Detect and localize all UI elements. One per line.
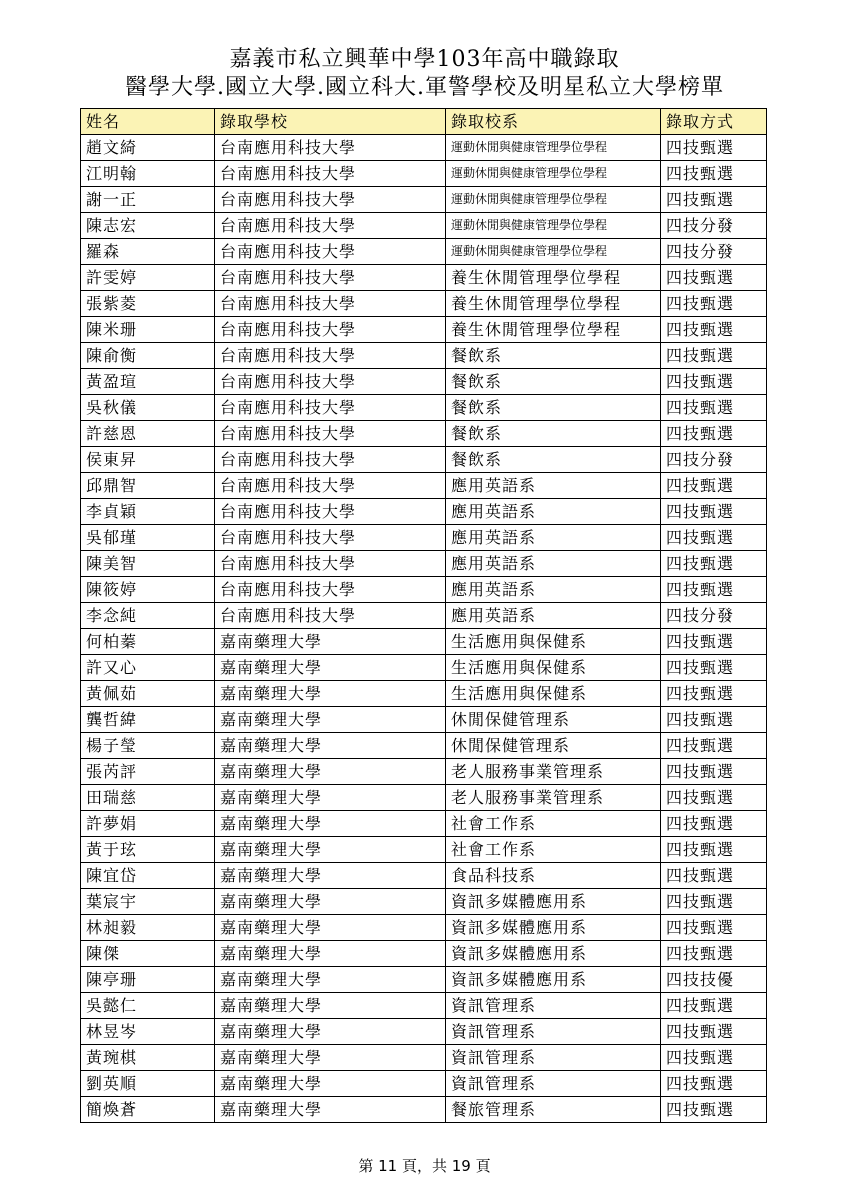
department-name: 資訊多媒體應用系 [446, 889, 661, 915]
admission-method: 四技甄選 [661, 1045, 767, 1071]
school-name: 嘉南藥理大學 [215, 1019, 446, 1045]
student-name: 許雯婷 [81, 265, 215, 291]
school-name: 嘉南藥理大學 [215, 681, 446, 707]
department-name: 資訊多媒體應用系 [446, 967, 661, 993]
admission-method: 四技甄選 [661, 161, 767, 187]
school-name: 台南應用科技大學 [215, 291, 446, 317]
department-name: 應用英語系 [446, 525, 661, 551]
table-row [81, 629, 767, 655]
department-name: 運動休閒與健康管理學位學程 [446, 213, 661, 239]
department-name: 養生休閒管理學位學程 [446, 291, 661, 317]
student-name: 黃盈瑄 [81, 369, 215, 395]
admission-method: 四技甄選 [661, 499, 767, 525]
department-name: 資訊管理系 [446, 1045, 661, 1071]
table-row [81, 655, 767, 681]
admission-method: 四技甄選 [661, 811, 767, 837]
student-name: 黃于玹 [81, 837, 215, 863]
student-name: 陳亭珊 [81, 967, 215, 993]
admission-method: 四技甄選 [661, 681, 767, 707]
document-subtitle: 醫學大學.國立大學.國立科大.軍警學校及明星私立大學榜單 [125, 75, 724, 100]
admission-method: 四技甄選 [661, 551, 767, 577]
admission-method: 四技甄選 [661, 343, 767, 369]
table-row [81, 863, 767, 889]
admission-method: 四技甄選 [661, 291, 767, 317]
department-name: 生活應用與保健系 [446, 655, 661, 681]
student-name: 李貞穎 [81, 499, 215, 525]
student-name: 陳志宏 [81, 213, 215, 239]
admission-method: 四技甄選 [661, 993, 767, 1019]
student-name: 楊子瑩 [81, 733, 215, 759]
admission-method: 四技甄選 [661, 889, 767, 915]
admission-method: 四技甄選 [661, 915, 767, 941]
student-name: 陳俞衡 [81, 343, 215, 369]
table-row [81, 291, 767, 317]
table-row [81, 421, 767, 447]
table-header-row [81, 109, 767, 135]
student-name: 趙文綺 [81, 135, 215, 161]
header-school: 錄取學校 [215, 109, 446, 135]
student-name: 林昶毅 [81, 915, 215, 941]
department-name: 食品科技系 [446, 863, 661, 889]
school-name: 嘉南藥理大學 [215, 811, 446, 837]
department-name: 休閒保健管理系 [446, 707, 661, 733]
department-name: 老人服務事業管理系 [446, 785, 661, 811]
page-number: 第 11 頁，共 19 頁 [358, 1157, 491, 1175]
student-name: 陳筱婷 [81, 577, 215, 603]
department-name: 生活應用與保健系 [446, 629, 661, 655]
student-name: 黃琬棋 [81, 1045, 215, 1071]
school-name: 嘉南藥理大學 [215, 837, 446, 863]
table-row [81, 395, 767, 421]
school-name: 台南應用科技大學 [215, 603, 446, 629]
department-name: 休閒保健管理系 [446, 733, 661, 759]
document-title: 嘉義市私立興華中學103年高中職錄取 [229, 47, 620, 72]
student-name: 林昱岑 [81, 1019, 215, 1045]
table-row [81, 1071, 767, 1097]
student-name: 邱鼎智 [81, 473, 215, 499]
header-method: 錄取方式 [661, 109, 767, 135]
table-row [81, 1045, 767, 1071]
table-row [81, 317, 767, 343]
student-name: 陳米珊 [81, 317, 215, 343]
student-name: 何柏蓁 [81, 629, 215, 655]
department-name: 應用英語系 [446, 551, 661, 577]
school-name: 台南應用科技大學 [215, 551, 446, 577]
student-name: 吳郁瑾 [81, 525, 215, 551]
department-name: 應用英語系 [446, 603, 661, 629]
student-name: 江明翰 [81, 161, 215, 187]
table-row [81, 447, 767, 473]
department-name: 餐飲系 [446, 395, 661, 421]
department-name: 運動休閒與健康管理學位學程 [446, 161, 661, 187]
school-name: 台南應用科技大學 [215, 369, 446, 395]
school-name: 台南應用科技大學 [215, 525, 446, 551]
department-name: 應用英語系 [446, 473, 661, 499]
department-name: 養生休閒管理學位學程 [446, 265, 661, 291]
department-name: 資訊管理系 [446, 1019, 661, 1045]
student-name: 葉宸宇 [81, 889, 215, 915]
student-name: 吳懿仁 [81, 993, 215, 1019]
admission-method: 四技甄選 [661, 525, 767, 551]
admission-method: 四技甄選 [661, 1097, 767, 1123]
student-name: 李念純 [81, 603, 215, 629]
school-name: 嘉南藥理大學 [215, 1045, 446, 1071]
admission-method: 四技甄選 [661, 473, 767, 499]
admission-method: 四技甄選 [661, 187, 767, 213]
school-name: 嘉南藥理大學 [215, 863, 446, 889]
school-name: 嘉南藥理大學 [215, 785, 446, 811]
student-name: 吳秋儀 [81, 395, 215, 421]
admission-method: 四技甄選 [661, 629, 767, 655]
admission-table [80, 108, 767, 1123]
department-name: 資訊管理系 [446, 1071, 661, 1097]
school-name: 嘉南藥理大學 [215, 733, 446, 759]
school-name: 嘉南藥理大學 [215, 629, 446, 655]
table-row [81, 1097, 767, 1123]
table-row [81, 213, 767, 239]
student-name: 龔哲緯 [81, 707, 215, 733]
department-name: 應用英語系 [446, 499, 661, 525]
school-name: 台南應用科技大學 [215, 473, 446, 499]
department-name: 資訊多媒體應用系 [446, 941, 661, 967]
school-name: 嘉南藥理大學 [215, 915, 446, 941]
student-name: 張芮評 [81, 759, 215, 785]
school-name: 台南應用科技大學 [215, 213, 446, 239]
table-row [81, 837, 767, 863]
admission-method: 四技甄選 [661, 1019, 767, 1045]
admission-method: 四技甄選 [661, 941, 767, 967]
student-name: 陳宜岱 [81, 863, 215, 889]
table-row [81, 603, 767, 629]
table-row [81, 915, 767, 941]
school-name: 台南應用科技大學 [215, 343, 446, 369]
student-name: 陳美智 [81, 551, 215, 577]
school-name: 台南應用科技大學 [215, 577, 446, 603]
table-row [81, 187, 767, 213]
header-name: 姓名 [81, 109, 215, 135]
table-row [81, 239, 767, 265]
school-name: 嘉南藥理大學 [215, 759, 446, 785]
admission-method: 四技甄選 [661, 759, 767, 785]
student-name: 謝一正 [81, 187, 215, 213]
student-name: 簡煥蒼 [81, 1097, 215, 1123]
school-name: 台南應用科技大學 [215, 395, 446, 421]
table-row [81, 733, 767, 759]
department-name: 養生休閒管理學位學程 [446, 317, 661, 343]
student-name: 田瑞慈 [81, 785, 215, 811]
school-name: 台南應用科技大學 [215, 265, 446, 291]
admission-method: 四技甄選 [661, 317, 767, 343]
admission-method: 四技甄選 [661, 369, 767, 395]
table-row [81, 577, 767, 603]
table-row [81, 1019, 767, 1045]
admission-method: 四技甄選 [661, 837, 767, 863]
admission-method: 四技分發 [661, 239, 767, 265]
student-name: 陳傑 [81, 941, 215, 967]
school-name: 台南應用科技大學 [215, 421, 446, 447]
admission-method: 四技甄選 [661, 135, 767, 161]
table-row [81, 941, 767, 967]
school-name: 台南應用科技大學 [215, 187, 446, 213]
admission-method: 四技甄選 [661, 733, 767, 759]
admission-method: 四技甄選 [661, 421, 767, 447]
department-name: 資訊多媒體應用系 [446, 915, 661, 941]
school-name: 嘉南藥理大學 [215, 1071, 446, 1097]
table-row [81, 525, 767, 551]
student-name: 張紫菱 [81, 291, 215, 317]
admission-method: 四技分發 [661, 447, 767, 473]
school-name: 台南應用科技大學 [215, 239, 446, 265]
department-name: 餐飲系 [446, 447, 661, 473]
department-name: 應用英語系 [446, 577, 661, 603]
admission-method: 四技分發 [661, 603, 767, 629]
admission-method: 四技技優 [661, 967, 767, 993]
admission-method: 四技甄選 [661, 265, 767, 291]
school-name: 台南應用科技大學 [215, 317, 446, 343]
school-name: 嘉南藥理大學 [215, 941, 446, 967]
table-row [81, 993, 767, 1019]
student-name: 劉英順 [81, 1071, 215, 1097]
admission-method: 四技甄選 [661, 655, 767, 681]
school-name: 嘉南藥理大學 [215, 993, 446, 1019]
admission-method: 四技甄選 [661, 395, 767, 421]
student-name: 黃佩茹 [81, 681, 215, 707]
admission-method: 四技分發 [661, 213, 767, 239]
department-name: 生活應用與保健系 [446, 681, 661, 707]
table-row [81, 759, 767, 785]
school-name: 台南應用科技大學 [215, 499, 446, 525]
admission-method: 四技甄選 [661, 577, 767, 603]
department-name: 餐飲系 [446, 369, 661, 395]
table-row [81, 369, 767, 395]
school-name: 台南應用科技大學 [215, 161, 446, 187]
department-name: 老人服務事業管理系 [446, 759, 661, 785]
admission-method: 四技甄選 [661, 785, 767, 811]
table-row [81, 161, 767, 187]
school-name: 嘉南藥理大學 [215, 889, 446, 915]
table-row [81, 889, 767, 915]
table-row [81, 135, 767, 161]
student-name: 許夢娟 [81, 811, 215, 837]
table-row [81, 707, 767, 733]
department-name: 運動休閒與健康管理學位學程 [446, 135, 661, 161]
department-name: 餐飲系 [446, 421, 661, 447]
department-name: 餐旅管理系 [446, 1097, 661, 1123]
department-name: 運動休閒與健康管理學位學程 [446, 239, 661, 265]
admission-method: 四技甄選 [661, 707, 767, 733]
admission-method: 四技甄選 [661, 863, 767, 889]
school-name: 台南應用科技大學 [215, 447, 446, 473]
table-row [81, 343, 767, 369]
table-row [81, 499, 767, 525]
department-name: 社會工作系 [446, 837, 661, 863]
department-name: 社會工作系 [446, 811, 661, 837]
student-name: 侯東昇 [81, 447, 215, 473]
department-name: 資訊管理系 [446, 993, 661, 1019]
department-name: 運動休閒與健康管理學位學程 [446, 187, 661, 213]
admission-method: 四技甄選 [661, 1071, 767, 1097]
table-row [81, 681, 767, 707]
table-row [81, 811, 767, 837]
school-name: 嘉南藥理大學 [215, 967, 446, 993]
school-name: 嘉南藥理大學 [215, 1097, 446, 1123]
student-name: 羅森 [81, 239, 215, 265]
header-dept: 錄取校系 [446, 109, 661, 135]
table-row [81, 265, 767, 291]
table-row [81, 785, 767, 811]
table-row [81, 967, 767, 993]
school-name: 台南應用科技大學 [215, 135, 446, 161]
student-name: 許慈恩 [81, 421, 215, 447]
school-name: 嘉南藥理大學 [215, 655, 446, 681]
student-name: 許又心 [81, 655, 215, 681]
table-row [81, 473, 767, 499]
department-name: 餐飲系 [446, 343, 661, 369]
school-name: 嘉南藥理大學 [215, 707, 446, 733]
table-row [81, 551, 767, 577]
